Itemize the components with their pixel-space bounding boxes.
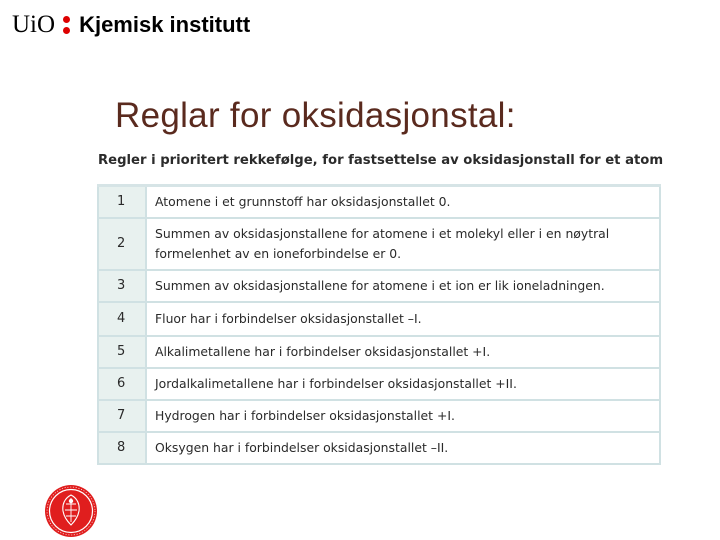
rule-number: 1 [98, 186, 146, 218]
table-row [98, 336, 660, 368]
table-row [98, 186, 660, 218]
slide-title: Reglar for oksidasjonstal: [115, 96, 516, 135]
rule-number: 4 [98, 302, 146, 336]
rule-text: Summen av oksidasjonstallene for atomene i et ion er lik ioneladningen. [146, 270, 660, 302]
table-row [98, 368, 660, 400]
uio-seal-icon [44, 484, 98, 538]
rule-number: 3 [98, 270, 146, 302]
rule-text: Summen av oksidasjonstallene for atomene i et molekyl eller i en nøytral formelenhet av en ioneforbindelse er 0. [146, 218, 660, 270]
rule-number: 8 [98, 432, 146, 464]
table-row [98, 218, 660, 270]
table-row [98, 302, 660, 336]
rule-text: Jordalkalimetallene har i forbindelser oksidasjonstallet +II. [146, 368, 660, 400]
rule-text: Alkalimetallene har i forbindelser oksidasjonstallet +I. [146, 336, 660, 368]
rule-number: 5 [98, 336, 146, 368]
uio-header [12, 8, 250, 42]
uio-logo-dots-icon [63, 16, 70, 34]
rule-number: 2 [98, 218, 146, 270]
rules-table [97, 184, 661, 465]
table-caption: Regler i prioritert rekkefølge, for fastsettelse av oksidasjonstall for et atom [98, 153, 664, 168]
rule-text: Atomene i et grunnstoff har oksidasjonstallet 0. [146, 186, 660, 218]
uio-logo-text: UiO [12, 11, 56, 38]
department-name: Kjemisk institutt [79, 12, 251, 37]
rule-number: 7 [98, 400, 146, 432]
rule-text: Oksygen har i forbindelser oksidasjonstallet –II. [146, 432, 660, 464]
rule-number: 6 [98, 368, 146, 400]
table-row [98, 432, 660, 464]
rule-text: Hydrogen har i forbindelser oksidasjonstallet +I. [146, 400, 660, 432]
table-row [98, 400, 660, 432]
rule-text: Fluor har i forbindelser oksidasjonstallet –I. [146, 302, 660, 336]
table-row [98, 270, 660, 302]
